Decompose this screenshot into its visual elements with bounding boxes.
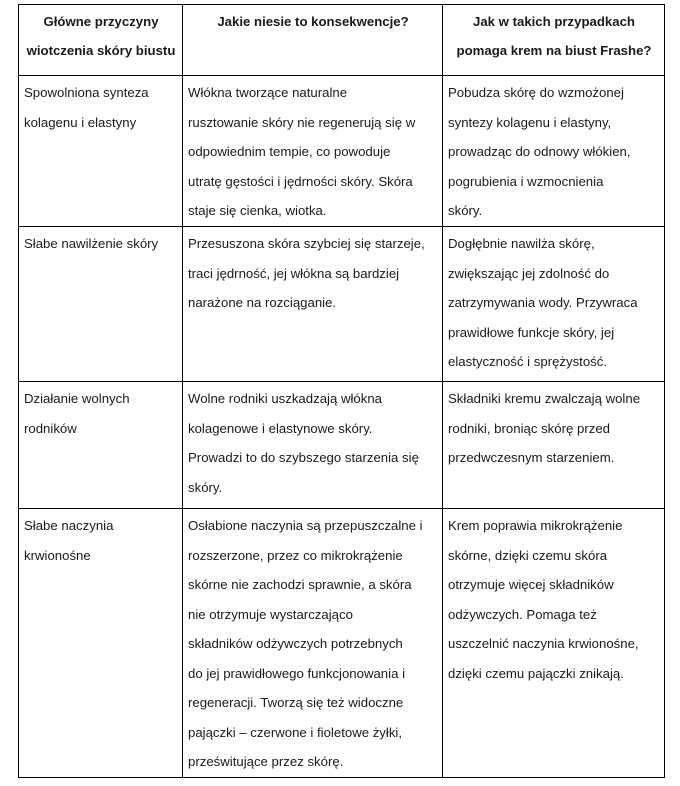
cell-line: odpowiednim tempie, co powoduje <box>188 144 391 159</box>
cell-line: zatrzymywania wody. Przywraca <box>448 295 638 310</box>
cell-line: Słabe naczynia <box>24 518 114 533</box>
cell-line: traci jędrność, jej włókna są bardziej <box>188 265 400 281</box>
cell-line: prawidłowe funkcje skóry, jej <box>448 324 615 340</box>
help-cell <box>443 76 665 227</box>
cell-line: składników odżywczych potrzebnych <box>188 636 403 651</box>
cell-line: zwiększając jej zdolność do <box>448 265 610 281</box>
cell-line: narażone na rozciąganie. <box>188 295 337 310</box>
header-line: pomaga krem na biust Frashe? <box>456 43 652 58</box>
cell-line: syntezy kolagenu i elastyny, <box>448 114 612 130</box>
header-line: Główne przyczyny <box>43 14 159 29</box>
cell-line: Spowolniona synteza <box>24 85 149 100</box>
cell-line: Wolne rodniki uszkadzają włókna <box>188 391 383 406</box>
cell-line: skórne nie zachodzi sprawnie, a skóra <box>188 577 412 592</box>
cell-line: otrzymuje więcej składników <box>448 577 614 592</box>
cell-line: rozszerzone, przez co mikrokrążenie <box>188 547 403 563</box>
cause-cell <box>19 227 183 382</box>
header-line: Jakie niesie to konsekwencje? <box>217 14 409 29</box>
cell-line: prowadząc do odnowy włókien, <box>448 144 631 159</box>
table-row <box>19 509 665 778</box>
cell-line: nie otrzymuje wystarczająco <box>188 606 353 622</box>
cell-line: rusztowanie skóry nie regenerują się w <box>188 114 416 130</box>
cell-line: do jej prawidłowego funkcjonowania i <box>188 665 405 681</box>
cell-line: regeneracji. Tworzą się też widoczne <box>188 695 404 710</box>
cell-line: Słabe nawilżenie skóry <box>24 236 159 251</box>
cell-line: Przesuszona skóra szybciej się starzeje, <box>188 236 425 251</box>
cell-line: Prowadzi to do szybszego starzenia się <box>188 450 419 465</box>
cell-line: dzięki czemu pajączki znikają. <box>448 665 624 681</box>
cell-line: Krem poprawia mikrokrążenie <box>448 518 623 533</box>
cause-cell <box>19 76 183 227</box>
header-causes <box>19 5 183 76</box>
comparison-table <box>18 4 665 778</box>
cell-line: rodników <box>24 420 77 436</box>
cell-line: pogrubienia i wzmocnienia <box>448 173 604 189</box>
cell-line: staje się cienka, wiotka. <box>188 203 327 218</box>
cell-line: pajączki – czerwone i fioletowe żyłki, <box>188 724 403 740</box>
header-consequences <box>183 5 443 76</box>
cell-line: odżywczych. Pomaga też <box>448 606 597 622</box>
cell-line: elastyczność i sprężystość. <box>448 354 608 369</box>
cell-line: uszczelnić naczynia krwionośne, <box>448 636 639 651</box>
cell-line: krwionośne <box>24 547 91 563</box>
cell-line: utratę gęstości i jędrności skóry. Skóra <box>188 173 413 189</box>
help-cell <box>443 509 665 778</box>
cell-line: kolagenowe i elastynowe skóry. <box>188 420 373 436</box>
cell-line: rodniki, broniąc skórę przed <box>448 420 610 436</box>
cell-line: Pobudza skórę do wzmożonej <box>448 85 624 100</box>
header-line: wiotczenia skóry biustu <box>26 43 176 58</box>
cell-line: prześwitujące przez skórę. <box>188 754 344 769</box>
cell-line: skóry. <box>448 203 483 218</box>
table-row <box>19 382 665 509</box>
cause-cell <box>19 382 183 509</box>
consequence-cell <box>183 509 443 778</box>
cell-line: kolagenu i elastyny <box>24 114 137 130</box>
cell-line: skórne, dzięki czemu skóra <box>448 547 608 563</box>
consequence-cell <box>183 382 443 509</box>
table-row <box>19 76 665 227</box>
cell-line: przedwczesnym starzeniem. <box>448 450 615 465</box>
cell-line: Włókna tworzące naturalne <box>188 85 348 100</box>
consequence-cell <box>183 227 443 382</box>
cell-line: Działanie wolnych <box>24 391 130 406</box>
header-row <box>19 5 665 76</box>
table-row <box>19 227 665 382</box>
cause-cell <box>19 509 183 778</box>
help-cell <box>443 382 665 509</box>
header-cream-help <box>443 5 665 76</box>
cell-line: Składniki kremu zwalczają wolne <box>448 391 641 406</box>
cell-line: Dogłębnie nawilża skórę, <box>448 236 595 251</box>
cell-line: skóry. <box>188 479 223 495</box>
consequence-cell <box>183 76 443 227</box>
cell-line: Osłabione naczynia są przepuszczalne i <box>188 518 423 533</box>
help-cell <box>443 227 665 382</box>
header-line: Jak w takich przypadkach <box>473 14 635 29</box>
